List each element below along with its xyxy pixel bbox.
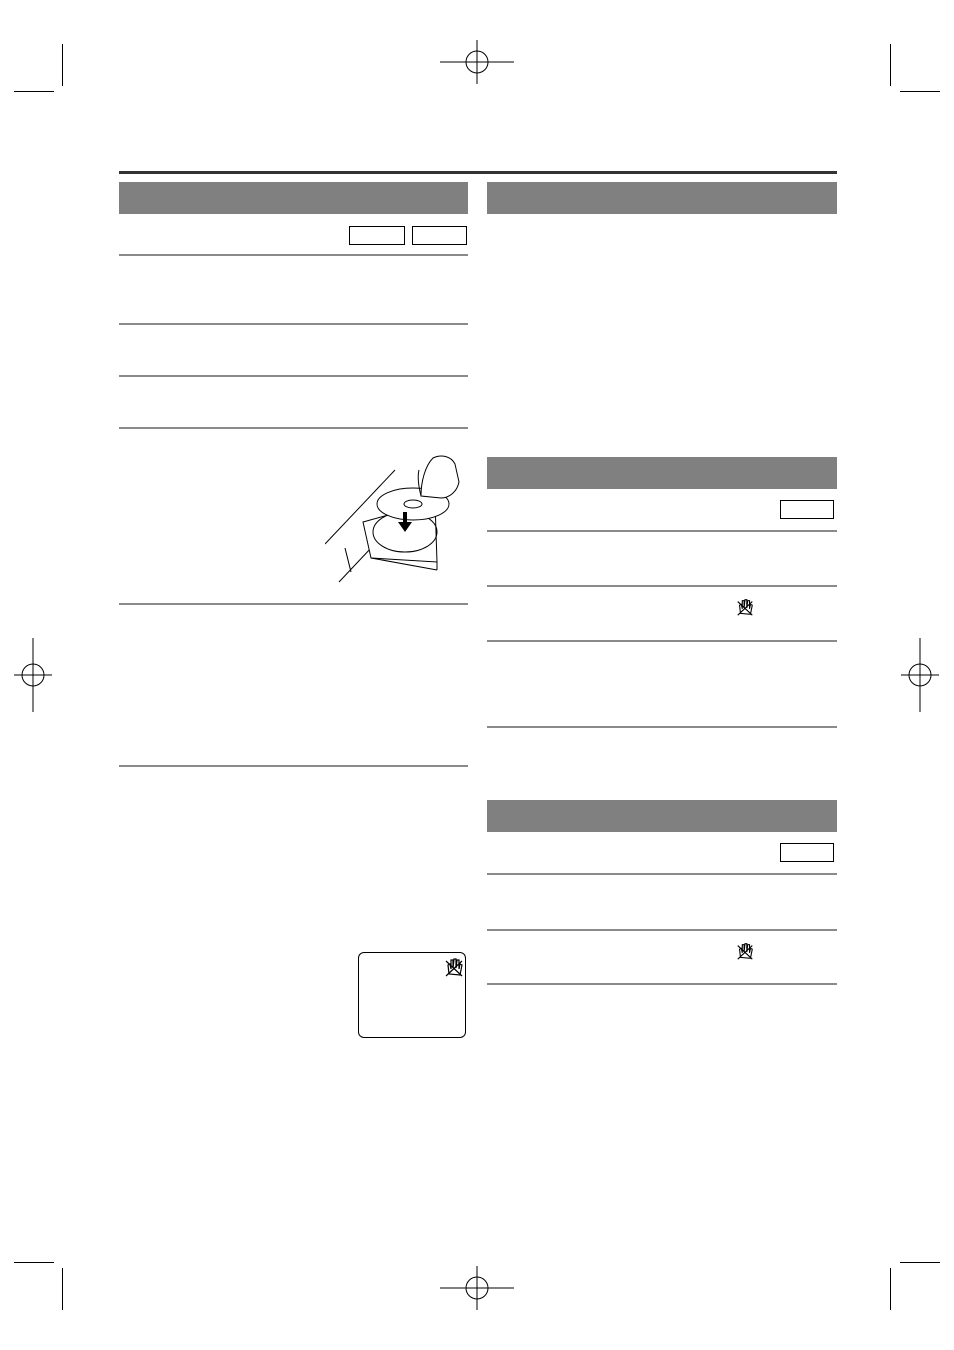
step-divider [487,585,837,587]
crossed-hand-icon [735,941,755,961]
step-divider [487,929,837,931]
right-section-header-3 [487,800,837,832]
crossed-hand-icon [443,956,465,978]
step-divider [487,873,837,875]
left-section-header [119,182,468,214]
crossed-hand-icon [735,597,755,617]
disc-badge-section-3 [780,843,834,862]
disc-insert-illustration [325,452,470,584]
step-divider [119,765,468,767]
right-section-header-2 [487,457,837,489]
on-screen-display [358,952,466,1038]
right-section-header-1 [487,182,837,214]
disc-badge-1 [349,226,405,245]
step-divider [119,375,468,377]
step-divider [487,983,837,985]
step-divider [487,640,837,642]
step-divider [119,323,468,325]
step-divider [119,603,468,605]
step-divider [487,726,837,728]
disc-badge-2 [412,226,467,245]
step-divider [119,254,468,256]
disc-badge-section-2 [780,500,834,519]
page-top-rule [119,171,837,174]
step-divider [487,530,837,532]
step-divider [119,427,468,429]
